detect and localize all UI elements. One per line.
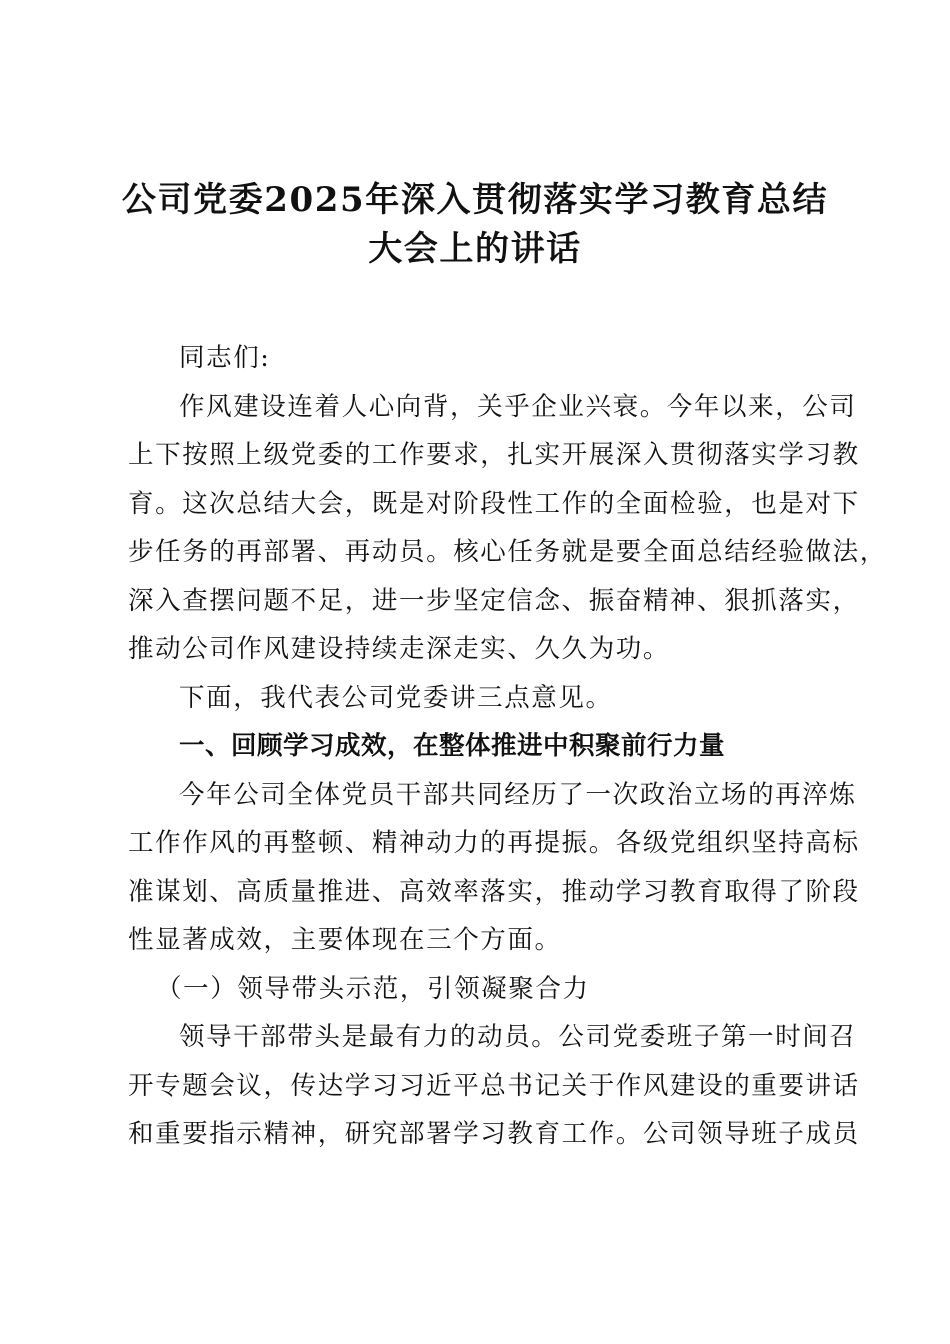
paragraph-line: 准谋划、高质量推进、高效率落实，推动学习教育取得了阶段 [128, 876, 860, 907]
paragraph-line: 深入查摆问题不足，进一步坚定信念、振奋精神、狠抓落实， [128, 585, 860, 616]
paragraph [128, 383, 887, 674]
paragraph-line: 推动公司作风建设持续走深走实、久久为功。 [128, 634, 671, 664]
paragraph-line: 和重要指示精神，研究部署学习教育工作。公司领导班子成员 [128, 1119, 860, 1149]
subheading-line: （一）领导带头示范，引领凝聚合力 [156, 973, 590, 1004]
salutation: 同志们: [179, 343, 271, 373]
paragraph-line: 上下按照上级党委的工作要求，扎实开展深入贯彻落实学习教 [128, 440, 860, 470]
title-line: 大会上的讲话 [368, 228, 582, 269]
paragraph-line: 领导干部带头是最有力的动员。公司党委班子第一时间召 [179, 1022, 857, 1052]
section-heading [128, 722, 828, 771]
document-body [128, 334, 887, 1159]
paragraph-line: 工作作风的再整顿、精神动力的再提振。各级党组织坚持高标 [128, 828, 860, 858]
paragraph-line: 性显著成效，主要体现在三个方面。 [128, 925, 562, 955]
paragraph [128, 771, 860, 965]
paragraph-line: 开专题会议，传达学习习近平总书记关于作风建设的重要讲话 [128, 1070, 860, 1101]
paragraph [128, 674, 828, 723]
paragraph [128, 1013, 860, 1159]
document-title [100, 176, 850, 273]
subsection-heading [128, 965, 828, 1014]
title-line: 公司党委2025年深入贯彻落实学习教育总结 [121, 180, 829, 220]
heading-line: 一、回顾学习成效，在整体推进中积聚前行力量 [179, 731, 726, 761]
paragraph-line: 今年公司全体党员干部共同经历了一次政治立场的再淬炼 [179, 779, 857, 810]
paragraph-line: 作风建设连着人心向背，关乎企业兴衰。今年以来，公司 [179, 391, 857, 422]
paragraph-line: 步任务的再部署、再动员。核心任务就是要全面总结经验做法， [128, 537, 887, 567]
paragraph-line: 下面，我代表公司党委讲三点意见。 [179, 682, 613, 713]
paragraph-line: 育。这次总结大会，既是对阶段性工作的全面检验，也是对下 [128, 488, 860, 519]
